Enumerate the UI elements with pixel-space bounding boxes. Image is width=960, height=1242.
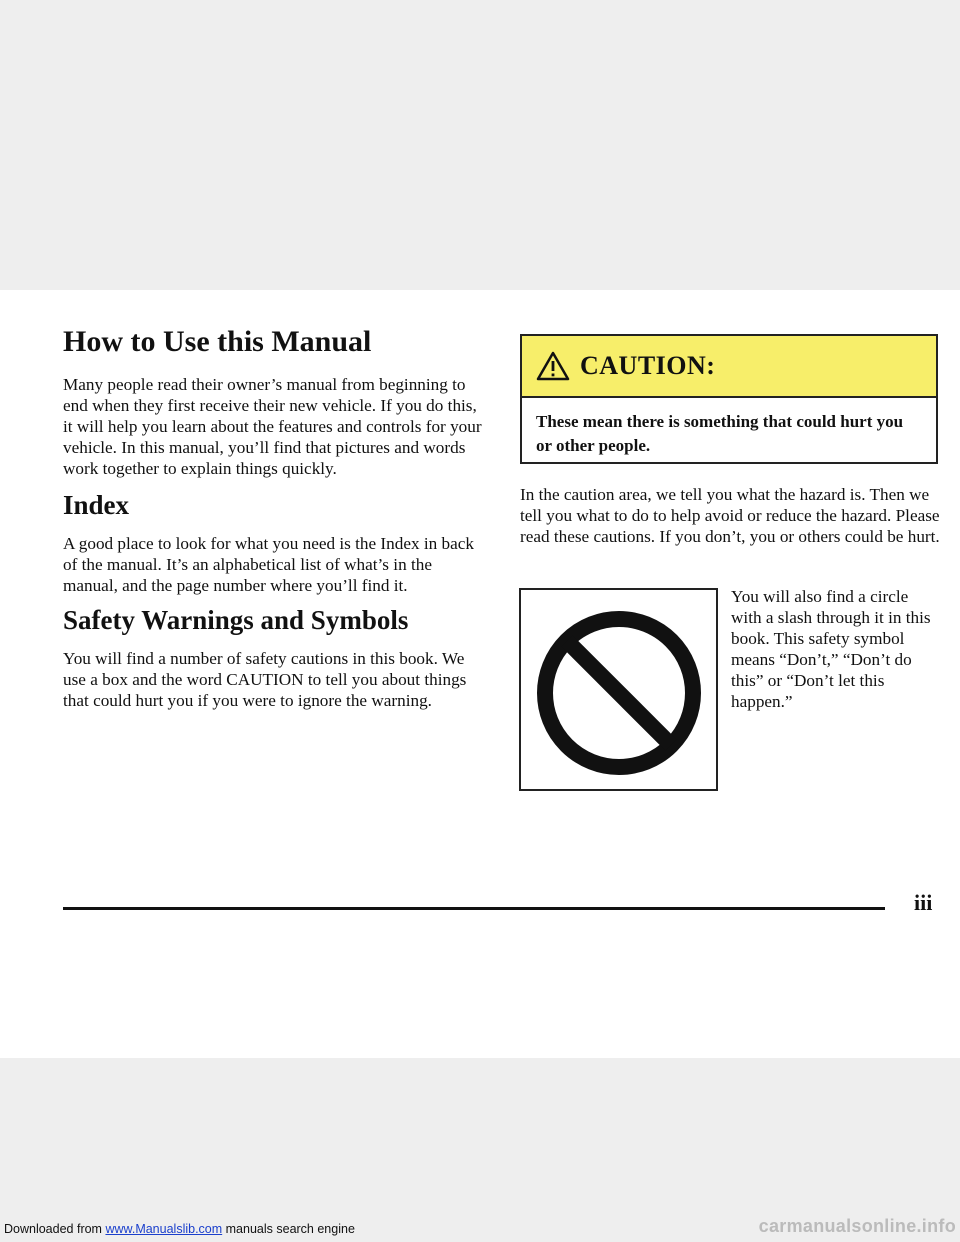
caution-area-paragraph: In the caution area, we tell you what the hazard is. Then we tell you what to do to help avoid or reduce the hazard. Please read these cautions. If you don’t, you or others could be hurt. bbox=[520, 485, 940, 546]
caution-label: CAUTION: bbox=[580, 351, 716, 380]
safety-paragraph: You will find a number of safety cautions in this book. We use a box and the word CAUTION to tell you about things that could hurt you if you were to ignore the warning. bbox=[63, 649, 467, 710]
page-title: How to Use this Manual bbox=[63, 325, 372, 358]
index-paragraph: A good place to look for what you need is the Index in back of the manual. It’s an alphabetical list of what’s in the manual, and the page number where you’ll find it. bbox=[63, 534, 474, 595]
intro-paragraph: Many people read their owner’s manual from beginning to end when they first receive their new vehicle. If you do this, it will help you learn about the features and controls for your vehicle. In this manual, you’ll find that pictures and words work together to explain things quickly. bbox=[63, 375, 482, 478]
index-heading: Index bbox=[63, 490, 130, 520]
warning-triangle-icon bbox=[536, 351, 570, 381]
footer-prefix: Downloaded from bbox=[4, 1222, 106, 1236]
download-footer bbox=[4, 1222, 355, 1236]
no-symbol-icon bbox=[533, 608, 705, 778]
manualslib-link[interactable]: www.Manualslib.com bbox=[105, 1222, 223, 1236]
symbol-frame bbox=[519, 588, 718, 791]
manual-page bbox=[0, 290, 960, 1058]
footer-suffix: manuals search engine bbox=[222, 1222, 355, 1236]
symbol-paragraph: You will also find a circle with a slash through it in this book. This safety symbol means “Don’t,” “Don’t do this” or “Don’t let this happen.” bbox=[731, 587, 931, 711]
caution-area-block bbox=[520, 484, 940, 547]
footer-rule bbox=[63, 907, 885, 910]
caution-text: These mean there is something that could hurt you or other people. bbox=[536, 412, 904, 455]
watermark-text: carmanualsonline.info bbox=[758, 1216, 956, 1236]
left-column bbox=[63, 324, 483, 711]
symbol-description bbox=[731, 586, 936, 712]
caution-box bbox=[520, 334, 938, 464]
safety-heading: Safety Warnings and Symbols bbox=[63, 605, 409, 635]
page-number: iii bbox=[914, 890, 933, 915]
caution-header bbox=[522, 336, 936, 398]
